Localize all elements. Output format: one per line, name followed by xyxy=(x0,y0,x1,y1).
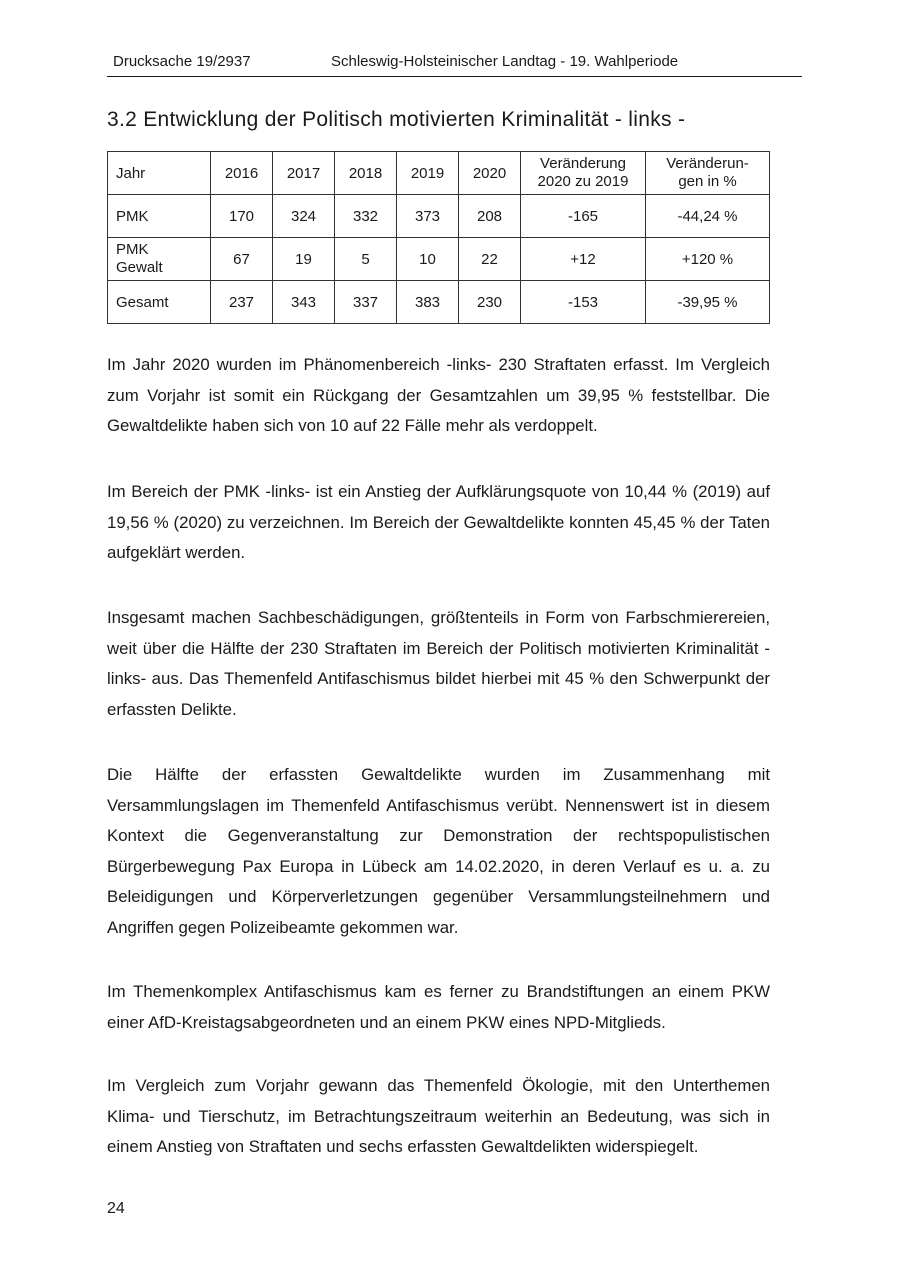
table-cell: Gesamt xyxy=(108,281,211,324)
table-row xyxy=(108,281,770,324)
table-cell: PMK Gewalt xyxy=(108,238,211,281)
paragraph: Im Jahr 2020 wurden im Phänomenbereich -links- 230 Straftaten erfasst. Im Vergleich zum Vorjahr ist somit ein Rückgang der Gesamtzahlen um 39,95 % feststellbar. Die Gewaltdelikte haben sich von 10 auf 22 Fälle mehr als verdoppelt. xyxy=(107,355,770,435)
table-header-row xyxy=(108,152,770,195)
header-cell: 2019 xyxy=(397,152,459,195)
document-reference: Drucksache 19/2937 xyxy=(113,53,251,70)
table-cell: +120 % xyxy=(646,238,770,281)
header-rule xyxy=(107,76,802,77)
table-cell: -44,24 % xyxy=(646,195,770,238)
table-cell: +12 xyxy=(521,238,646,281)
table-cell: 332 xyxy=(335,195,397,238)
paragraph: Im Vergleich zum Vorjahr gewann das Themenfeld Ökologie, mit den Unterthemen Klima- und Tierschutz, im Betrachtungszeitraum weiterhin an Bedeutung, was sich in einem Anstieg von Straftaten und sechs erfassten Gewaltdelikten widerspiegelt. xyxy=(107,1076,770,1156)
table-row xyxy=(108,195,770,238)
header-cell: 2020 xyxy=(459,152,521,195)
table-cell: 67 xyxy=(211,238,273,281)
table-cell: -39,95 % xyxy=(646,281,770,324)
table-cell: 373 xyxy=(397,195,459,238)
header-cell: 2018 xyxy=(335,152,397,195)
header-cell: Veränderung 2020 zu 2019 xyxy=(521,152,646,195)
crime-statistics-table xyxy=(107,151,770,324)
table-cell: 19 xyxy=(273,238,335,281)
header-cell: Jahr xyxy=(108,152,211,195)
header-cell: 2017 xyxy=(273,152,335,195)
table-cell: 343 xyxy=(273,281,335,324)
table-cell: -153 xyxy=(521,281,646,324)
table-cell: 383 xyxy=(397,281,459,324)
table-cell: 22 xyxy=(459,238,521,281)
table-row xyxy=(108,238,770,281)
header-cell: Veränderun- gen in % xyxy=(646,152,770,195)
table-cell: 230 xyxy=(459,281,521,324)
table-cell: 337 xyxy=(335,281,397,324)
table-cell: 324 xyxy=(273,195,335,238)
table-cell: 208 xyxy=(459,195,521,238)
table-cell: 170 xyxy=(211,195,273,238)
table-cell: 237 xyxy=(211,281,273,324)
paragraph: Die Hälfte der erfassten Gewaltdelikte wurden im Zusammenhang mit Versammlungslagen im Themenfeld Antifaschismus verübt. Nennenswert ist in diesem Kontext die Gegenveranstaltung zur Demonstration der rechtspopulistischen Bürgerbewegung Pax Europa in Lübeck am 14.02.2020, in deren Verlauf es u. a. zu Beleidigungen und Körperverletzungen gegenüber Versammlungsteilnehmern und Angriffen gegen Polizeibeamte gekommen war. xyxy=(107,765,770,937)
table-cell: 10 xyxy=(397,238,459,281)
section-title: 3.2 Entwicklung der Politisch motivierten Kriminalität - links - xyxy=(107,108,686,131)
table-cell: PMK xyxy=(108,195,211,238)
parliament-title: Schleswig-Holsteinischer Landtag - 19. Wahlperiode xyxy=(331,53,679,70)
table-cell: -165 xyxy=(521,195,646,238)
header-cell: 2016 xyxy=(211,152,273,195)
table-cell: 5 xyxy=(335,238,397,281)
paragraph: Insgesamt machen Sachbeschädigungen, größtenteils in Form von Farbschmierereien, weit über die Hälfte der 230 Straftaten im Bereich der Politisch motivierten Kriminalität -links- aus. Das Themenfeld Antifaschismus bildet hierbei mit 45 % den Schwerpunkt der erfassten Delikte. xyxy=(107,608,770,719)
page-number: 24 xyxy=(107,1200,125,1217)
paragraph: Im Bereich der PMK -links- ist ein Anstieg der Aufklärungsquote von 10,44 % (2019) auf 19,56 % (2020) zu verzeichnen. Im Bereich der Gewaltdelikte konnten 45,45 % der Taten aufgeklärt werden. xyxy=(107,482,770,562)
paragraph: Im Themenkomplex Antifaschismus kam es ferner zu Brandstiftungen an einem PKW einer AfD-Kreistagsabgeordneten und an einem PKW eines NPD-Mitglieds. xyxy=(107,982,770,1032)
